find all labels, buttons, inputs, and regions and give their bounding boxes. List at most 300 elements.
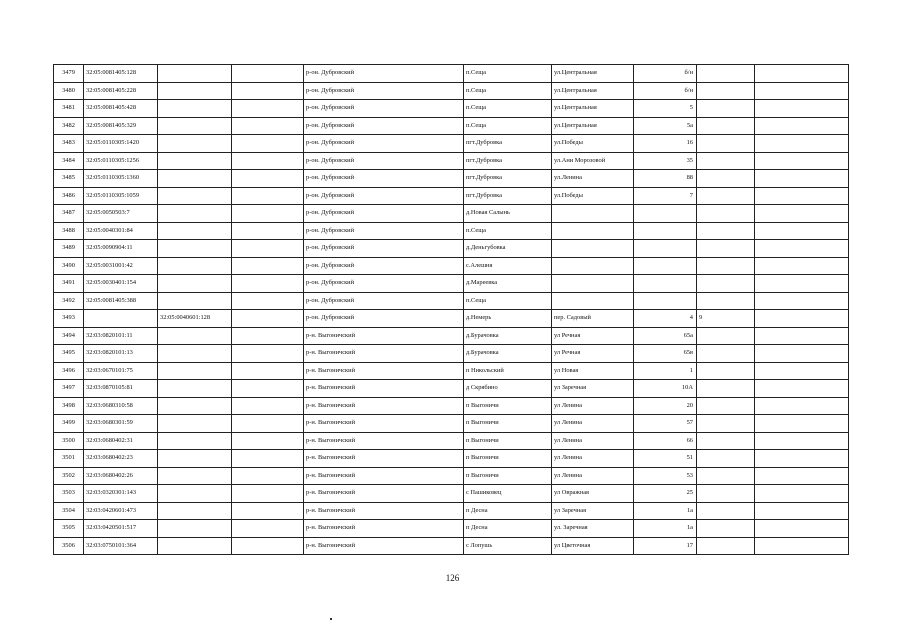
settlement-cell: пгт.Дубровка	[464, 187, 552, 205]
table-row	[54, 240, 849, 258]
district-cell: р-н. Выгоничский	[304, 467, 464, 485]
cadastral-number-alt-cell	[158, 82, 232, 100]
house-number-cell	[634, 257, 697, 275]
table-row	[54, 362, 849, 380]
district-cell: р-н. Выгоничский	[304, 432, 464, 450]
settlement-cell: д.Деньгубовка	[464, 240, 552, 258]
cadastral-number-cell: 32:03:0420601:473	[84, 502, 158, 520]
extra-cell	[697, 170, 755, 188]
empty-cell	[232, 187, 304, 205]
row-number-cell: 3498	[54, 397, 84, 415]
street-cell	[552, 275, 634, 293]
table-row	[54, 467, 849, 485]
street-cell: пер. Садовый	[552, 310, 634, 328]
street-cell: ул.Ленина	[552, 170, 634, 188]
extra-cell	[697, 187, 755, 205]
cadastral-number-alt-cell	[158, 467, 232, 485]
empty-cell	[755, 275, 849, 293]
house-number-cell: 65а	[634, 327, 697, 345]
extra-cell	[697, 362, 755, 380]
district-cell: р-он. Дубровский	[304, 257, 464, 275]
cadastral-number-cell: 32:03:0820101:11	[84, 327, 158, 345]
street-cell: ул.Центральная	[552, 117, 634, 135]
cadastral-number-cell: 32:05:0081405:329	[84, 117, 158, 135]
cadastral-number-cell: 32:05:0090904:11	[84, 240, 158, 258]
row-number-cell: 3485	[54, 170, 84, 188]
empty-cell	[232, 100, 304, 118]
row-number-cell: 3492	[54, 292, 84, 310]
cadastral-number-cell: 32:03:0670101:75	[84, 362, 158, 380]
cadastral-number-alt-cell	[158, 187, 232, 205]
table-row	[54, 380, 849, 398]
house-number-cell: 1	[634, 362, 697, 380]
cadastral-number-alt-cell	[158, 432, 232, 450]
street-cell: ул Заречная	[552, 502, 634, 520]
cadastral-number-alt-cell	[158, 205, 232, 223]
row-number-cell: 3501	[54, 450, 84, 468]
settlement-cell: д.Новая Салынь	[464, 205, 552, 223]
settlement-cell: с Лопушь	[464, 537, 552, 555]
table-row	[54, 187, 849, 205]
district-cell: р-н. Выгоничский	[304, 502, 464, 520]
empty-cell	[755, 117, 849, 135]
empty-cell	[232, 170, 304, 188]
table-row	[54, 135, 849, 153]
house-number-cell: 35	[634, 152, 697, 170]
empty-cell	[755, 100, 849, 118]
cadastral-number-alt-cell	[158, 275, 232, 293]
extra-cell	[697, 467, 755, 485]
cadastral-number-alt-cell	[158, 135, 232, 153]
district-cell: р-он. Дубровский	[304, 205, 464, 223]
settlement-cell: пгт.Дубровка	[464, 135, 552, 153]
district-cell: р-н. Выгоничский	[304, 362, 464, 380]
house-number-cell: 20	[634, 397, 697, 415]
district-cell: р-н. Выгоничский	[304, 537, 464, 555]
street-cell: ул. Заречная	[552, 520, 634, 538]
empty-cell	[232, 135, 304, 153]
empty-cell	[232, 362, 304, 380]
extra-cell	[697, 205, 755, 223]
house-number-cell: 88	[634, 170, 697, 188]
house-number-cell: б/н	[634, 82, 697, 100]
district-cell: р-н. Выгоничский	[304, 520, 464, 538]
house-number-cell: 57	[634, 415, 697, 433]
district-cell: р-н. Выгоничский	[304, 380, 464, 398]
empty-cell	[755, 397, 849, 415]
settlement-cell: с.Алешня	[464, 257, 552, 275]
row-number-cell: 3486	[54, 187, 84, 205]
table-row	[54, 275, 849, 293]
cadastral-number-alt-cell	[158, 485, 232, 503]
row-number-cell: 3504	[54, 502, 84, 520]
extra-cell	[697, 152, 755, 170]
empty-cell	[755, 135, 849, 153]
cadastral-number-cell: 32:03:0680402:26	[84, 467, 158, 485]
cadastral-number-alt-cell	[158, 170, 232, 188]
settlement-cell: п Выгоничи	[464, 467, 552, 485]
cadastral-number-alt-cell	[158, 537, 232, 555]
empty-cell	[232, 502, 304, 520]
district-cell: р-он. Дубровский	[304, 135, 464, 153]
empty-cell	[232, 520, 304, 538]
empty-cell	[755, 82, 849, 100]
cadastral-number-alt-cell	[158, 152, 232, 170]
street-cell: ул.Победы	[552, 135, 634, 153]
house-number-cell	[634, 275, 697, 293]
cadastral-number-alt-cell	[158, 450, 232, 468]
settlement-cell: п Десна	[464, 520, 552, 538]
settlement-cell: п.Сеща	[464, 117, 552, 135]
table-row	[54, 415, 849, 433]
house-number-cell: б/н	[634, 65, 697, 83]
scan-speck	[330, 618, 332, 620]
district-cell: р-он. Дубровский	[304, 152, 464, 170]
empty-cell	[232, 310, 304, 328]
row-number-cell: 3482	[54, 117, 84, 135]
street-cell: ул Ленина	[552, 450, 634, 468]
empty-cell	[755, 152, 849, 170]
row-number-cell: 3505	[54, 520, 84, 538]
settlement-cell: д.Бурачовка	[464, 345, 552, 363]
table-row	[54, 292, 849, 310]
cadastral-number-cell: 32:03:0320301:143	[84, 485, 158, 503]
empty-cell	[232, 432, 304, 450]
empty-cell	[232, 65, 304, 83]
street-cell: ул Овражная	[552, 485, 634, 503]
empty-cell	[755, 432, 849, 450]
cadastral-number-alt-cell	[158, 100, 232, 118]
table-row	[54, 170, 849, 188]
empty-cell	[232, 257, 304, 275]
cadastral-number-cell: 32:05:0081405:428	[84, 100, 158, 118]
row-number-cell: 3496	[54, 362, 84, 380]
settlement-cell: п.Сеща	[464, 292, 552, 310]
extra-cell	[697, 135, 755, 153]
district-cell: р-н. Выгоничский	[304, 415, 464, 433]
settlement-cell: д.Бурачовка	[464, 327, 552, 345]
settlement-cell: п Никольский	[464, 362, 552, 380]
district-cell: р-он. Дубровский	[304, 222, 464, 240]
settlement-cell: п.Сеща	[464, 82, 552, 100]
empty-cell	[232, 450, 304, 468]
settlement-cell: п Выгоничи	[464, 450, 552, 468]
house-number-cell: 1а	[634, 502, 697, 520]
row-number-cell: 3495	[54, 345, 84, 363]
street-cell: ул Цветочная	[552, 537, 634, 555]
empty-cell	[755, 240, 849, 258]
settlement-cell: п Выгоничи	[464, 415, 552, 433]
table-row	[54, 310, 849, 328]
row-number-cell: 3484	[54, 152, 84, 170]
extra-cell	[697, 257, 755, 275]
row-number-cell: 3499	[54, 415, 84, 433]
house-number-cell: 7	[634, 187, 697, 205]
empty-cell	[232, 117, 304, 135]
house-number-cell: 16	[634, 135, 697, 153]
row-number-cell: 3500	[54, 432, 84, 450]
district-cell: р-он. Дубровский	[304, 100, 464, 118]
house-number-cell: 10А	[634, 380, 697, 398]
street-cell: ул.Победы	[552, 187, 634, 205]
cadastral-number-cell: 32:05:0031001:42	[84, 257, 158, 275]
extra-cell	[697, 450, 755, 468]
empty-cell	[755, 485, 849, 503]
street-cell: ул.Центральная	[552, 65, 634, 83]
cadastral-number-alt-cell	[158, 117, 232, 135]
street-cell: ул Ленина	[552, 397, 634, 415]
district-cell: р-он. Дубровский	[304, 275, 464, 293]
table-row	[54, 65, 849, 83]
settlement-cell: п Выгоничи	[464, 432, 552, 450]
street-cell: ул Речная	[552, 327, 634, 345]
empty-cell	[755, 170, 849, 188]
cadastral-number-cell: 32:05:0050503:7	[84, 205, 158, 223]
table-body	[54, 65, 849, 555]
cadastral-number-cell: 32:05:0110305:1420	[84, 135, 158, 153]
row-number-cell: 3481	[54, 100, 84, 118]
extra-cell	[697, 415, 755, 433]
street-cell: ул Ленина	[552, 467, 634, 485]
row-number-cell: 3489	[54, 240, 84, 258]
table-row	[54, 222, 849, 240]
district-cell: р-он. Дубровский	[304, 292, 464, 310]
street-cell: ул Ленина	[552, 432, 634, 450]
cadastral-number-cell: 32:03:0820101:13	[84, 345, 158, 363]
extra-cell	[697, 275, 755, 293]
extra-cell	[697, 65, 755, 83]
empty-cell	[755, 467, 849, 485]
row-number-cell: 3488	[54, 222, 84, 240]
district-cell: р-он. Дубровский	[304, 82, 464, 100]
empty-cell	[755, 327, 849, 345]
table-row	[54, 152, 849, 170]
street-cell: ул Речная	[552, 345, 634, 363]
empty-cell	[232, 327, 304, 345]
street-cell	[552, 205, 634, 223]
empty-cell	[755, 502, 849, 520]
cadastral-number-cell: 32:05:0030401:154	[84, 275, 158, 293]
empty-cell	[755, 65, 849, 83]
table-row	[54, 450, 849, 468]
extra-cell	[697, 520, 755, 538]
street-cell: ул Заречная	[552, 380, 634, 398]
settlement-cell: д Скрябино	[464, 380, 552, 398]
empty-cell	[755, 205, 849, 223]
table-row	[54, 82, 849, 100]
cadastral-number-cell: 32:05:0081405:228	[84, 82, 158, 100]
settlement-cell: п.Сеща	[464, 65, 552, 83]
row-number-cell: 3479	[54, 65, 84, 83]
settlement-cell: д.Немерь	[464, 310, 552, 328]
extra-cell	[697, 292, 755, 310]
cadastral-number-alt-cell	[158, 65, 232, 83]
cadastral-number-alt-cell	[158, 520, 232, 538]
cadastral-number-cell: 32:03:0680402:23	[84, 450, 158, 468]
extra-cell	[697, 432, 755, 450]
settlement-cell: п Выгоничи	[464, 397, 552, 415]
house-number-cell: 5	[634, 100, 697, 118]
street-cell: ул Ленина	[552, 415, 634, 433]
street-cell: ул.Ани Морозовой	[552, 152, 634, 170]
cadastral-number-cell: 32:05:0081405:128	[84, 65, 158, 83]
row-number-cell: 3502	[54, 467, 84, 485]
empty-cell	[755, 450, 849, 468]
empty-cell	[755, 257, 849, 275]
empty-cell	[755, 292, 849, 310]
district-cell: р-н. Выгоничский	[304, 397, 464, 415]
table-row	[54, 327, 849, 345]
empty-cell	[232, 397, 304, 415]
empty-cell	[232, 415, 304, 433]
page-number: 126	[445, 573, 460, 583]
district-cell: р-он. Дубровский	[304, 117, 464, 135]
house-number-cell: 17	[634, 537, 697, 555]
row-number-cell: 3494	[54, 327, 84, 345]
cadastral-number-cell: 32:03:0420501:517	[84, 520, 158, 538]
empty-cell	[755, 222, 849, 240]
extra-cell	[697, 222, 755, 240]
cadastral-number-cell: 32:05:0110305:1360	[84, 170, 158, 188]
district-cell: р-н. Выгоничский	[304, 345, 464, 363]
table-row	[54, 257, 849, 275]
empty-cell	[755, 310, 849, 328]
district-cell: р-н. Выгоничский	[304, 450, 464, 468]
cadastral-number-alt-cell	[158, 345, 232, 363]
street-cell	[552, 240, 634, 258]
empty-cell	[232, 152, 304, 170]
street-cell: ул.Центральная	[552, 82, 634, 100]
cadastral-number-alt-cell	[158, 257, 232, 275]
cadastral-number-cell: 32:03:0870105:81	[84, 380, 158, 398]
row-number-cell: 3487	[54, 205, 84, 223]
extra-cell	[697, 327, 755, 345]
empty-cell	[755, 415, 849, 433]
empty-cell	[755, 520, 849, 538]
district-cell: р-он. Дубровский	[304, 187, 464, 205]
records-table	[53, 64, 849, 555]
settlement-cell: п.Сеща	[464, 100, 552, 118]
house-number-cell	[634, 240, 697, 258]
cadastral-number-alt-cell	[158, 222, 232, 240]
row-number-cell: 3483	[54, 135, 84, 153]
street-cell: ул.Центральная	[552, 100, 634, 118]
district-cell: р-он. Дубровский	[304, 240, 464, 258]
row-number-cell: 3491	[54, 275, 84, 293]
row-number-cell: 3490	[54, 257, 84, 275]
cadastral-number-alt-cell	[158, 240, 232, 258]
row-number-cell: 3503	[54, 485, 84, 503]
settlement-cell: пгт.Дубровка	[464, 170, 552, 188]
house-number-cell: 1а	[634, 520, 697, 538]
house-number-cell: 4	[634, 310, 697, 328]
table-row	[54, 485, 849, 503]
house-number-cell	[634, 205, 697, 223]
street-cell	[552, 292, 634, 310]
settlement-cell: д.Мареевка	[464, 275, 552, 293]
empty-cell	[232, 205, 304, 223]
empty-cell	[232, 485, 304, 503]
extra-cell	[697, 345, 755, 363]
cadastral-number-alt-cell	[158, 397, 232, 415]
cadastral-number-alt-cell	[158, 502, 232, 520]
empty-cell	[232, 345, 304, 363]
row-number-cell: 3506	[54, 537, 84, 555]
cadastral-number-alt-cell	[158, 380, 232, 398]
district-cell: р-н. Выгоничский	[304, 327, 464, 345]
empty-cell	[755, 537, 849, 555]
table-row	[54, 205, 849, 223]
district-cell: р-н. Выгоничский	[304, 485, 464, 503]
empty-cell	[232, 275, 304, 293]
extra-cell	[697, 502, 755, 520]
empty-cell	[232, 292, 304, 310]
table-row	[54, 502, 849, 520]
cadastral-number-cell: 32:05:0110305:1256	[84, 152, 158, 170]
street-cell: ул Новая	[552, 362, 634, 380]
cadastral-number-cell: 32:03:0680310:58	[84, 397, 158, 415]
cadastral-number-cell: 32:03:0680301:59	[84, 415, 158, 433]
table-row	[54, 537, 849, 555]
settlement-cell: п Десна	[464, 502, 552, 520]
empty-cell	[232, 240, 304, 258]
cadastral-number-cell: 32:05:0081405:388	[84, 292, 158, 310]
street-cell	[552, 257, 634, 275]
table-row	[54, 345, 849, 363]
empty-cell	[755, 187, 849, 205]
district-cell: р-он. Дубровский	[304, 310, 464, 328]
cadastral-number-cell: 32:05:0040301:84	[84, 222, 158, 240]
house-number-cell: 25	[634, 485, 697, 503]
empty-cell	[755, 362, 849, 380]
empty-cell	[232, 222, 304, 240]
cadastral-number-cell: 32:03:0680402:31	[84, 432, 158, 450]
cadastral-number-cell: 32:03:0750101:364	[84, 537, 158, 555]
extra-cell	[697, 397, 755, 415]
cadastral-number-cell: 32:05:0110305:1059	[84, 187, 158, 205]
street-cell	[552, 222, 634, 240]
house-number-cell: 53	[634, 467, 697, 485]
extra-cell	[697, 537, 755, 555]
empty-cell	[755, 345, 849, 363]
settlement-cell: пгт.Дубровка	[464, 152, 552, 170]
empty-cell	[232, 380, 304, 398]
house-number-cell: 66	[634, 432, 697, 450]
district-cell: р-он. Дубровский	[304, 65, 464, 83]
extra-cell	[697, 240, 755, 258]
house-number-cell: 65в	[634, 345, 697, 363]
table-row	[54, 117, 849, 135]
house-number-cell: 5а	[634, 117, 697, 135]
table-row	[54, 100, 849, 118]
empty-cell	[232, 82, 304, 100]
extra-cell	[697, 485, 755, 503]
settlement-cell: п.Сеща	[464, 222, 552, 240]
extra-cell	[697, 380, 755, 398]
empty-cell	[232, 467, 304, 485]
extra-cell	[697, 117, 755, 135]
settlement-cell: с Пашиковец	[464, 485, 552, 503]
row-number-cell: 3480	[54, 82, 84, 100]
house-number-cell: 51	[634, 450, 697, 468]
empty-cell	[755, 380, 849, 398]
cadastral-number-alt-cell: 32:05:0040601:128	[158, 310, 232, 328]
district-cell: р-он. Дубровский	[304, 170, 464, 188]
empty-cell	[232, 537, 304, 555]
row-number-cell: 3493	[54, 310, 84, 328]
table-row	[54, 432, 849, 450]
table-row	[54, 397, 849, 415]
